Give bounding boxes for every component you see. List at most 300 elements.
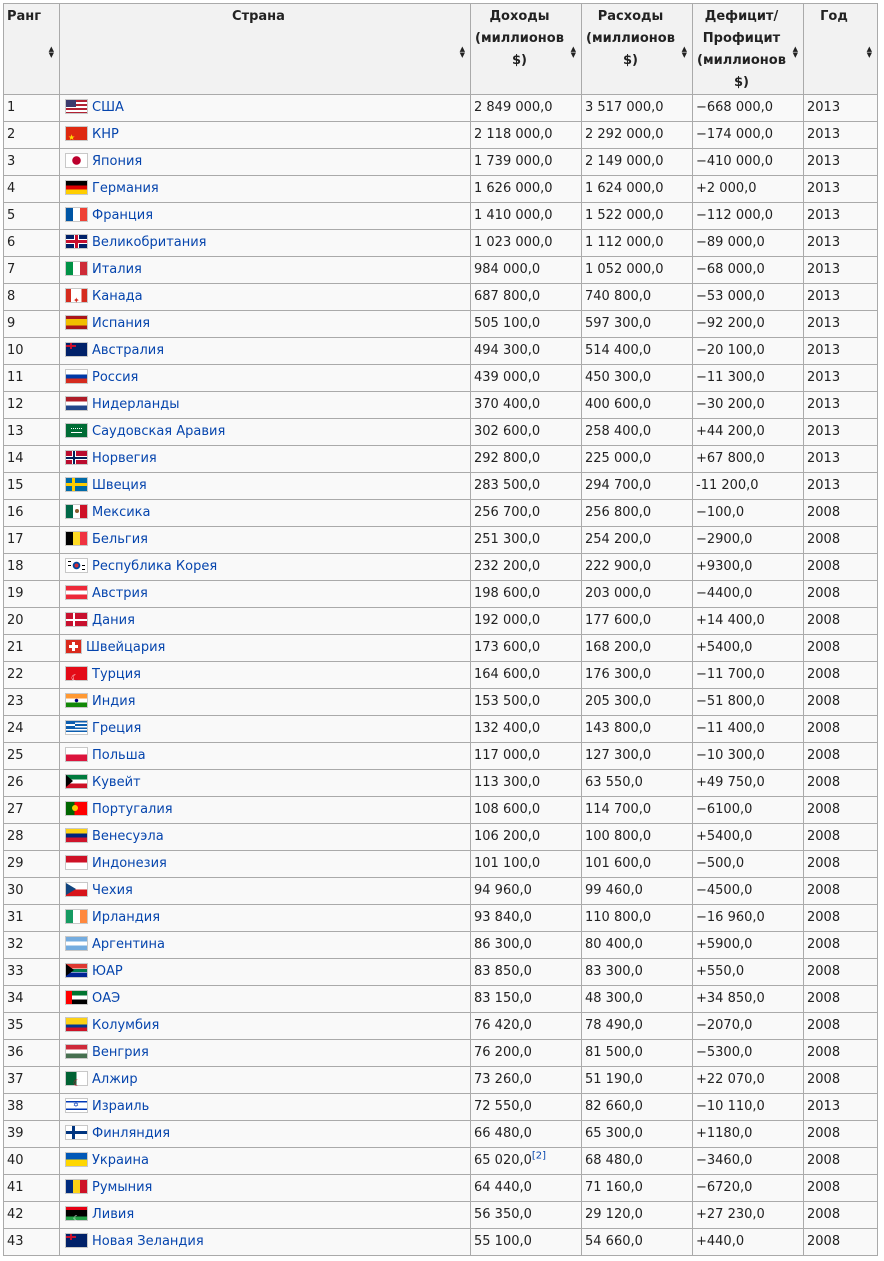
flag-icon — [65, 639, 82, 654]
country-link[interactable]: Саудовская Аравия — [92, 424, 226, 439]
table-row — [4, 311, 878, 338]
balance-cell: −174 000,0 — [693, 122, 804, 149]
flag-icon — [65, 936, 88, 951]
col-header-year[interactable]: Год ▲ ▼ — [804, 4, 878, 95]
income-cell: 65 020,0[2] — [471, 1148, 582, 1175]
year-cell: 2008 — [804, 932, 878, 959]
country-cell — [60, 473, 471, 500]
country-link[interactable]: Австралия — [92, 343, 165, 358]
country-link[interactable]: Ливия — [92, 1207, 135, 1222]
year-cell: 2008 — [804, 878, 878, 905]
year-cell: 2008 — [804, 716, 878, 743]
year-cell: 2008 — [804, 1067, 878, 1094]
country-cell — [60, 284, 471, 311]
country-link[interactable]: Швеция — [92, 478, 147, 493]
country-cell — [60, 581, 471, 608]
rank-cell: 1 — [4, 95, 60, 122]
year-cell: 2008 — [804, 527, 878, 554]
country-link[interactable]: Япония — [92, 154, 143, 169]
year-cell: 2008 — [804, 1013, 878, 1040]
flag-icon — [65, 963, 88, 978]
rank-cell: 7 — [4, 257, 60, 284]
col-header-balance[interactable]: Дефицит/ Профицит (миллионов $) ▲ ▼ — [693, 4, 804, 95]
expense-cell: 2 292 000,0 — [582, 122, 693, 149]
flag-icon — [65, 774, 88, 789]
country-cell — [60, 338, 471, 365]
rank-cell: 24 — [4, 716, 60, 743]
income-cell: 256 700,0 — [471, 500, 582, 527]
income-cell: 1 410 000,0 — [471, 203, 582, 230]
flag-icon — [65, 1044, 88, 1059]
country-cell — [60, 932, 471, 959]
country-cell — [60, 1013, 471, 1040]
country-link[interactable]: Венесуэла — [92, 829, 164, 844]
country-link[interactable]: Венгрия — [92, 1045, 149, 1060]
balance-cell: +67 800,0 — [693, 446, 804, 473]
country-link[interactable]: Великобритания — [92, 235, 207, 250]
expense-cell: 100 800,0 — [582, 824, 693, 851]
flag-icon — [65, 396, 88, 411]
table-row — [4, 932, 878, 959]
table-row — [4, 770, 878, 797]
rank-cell: 13 — [4, 419, 60, 446]
country-link[interactable]: Норвегия — [92, 451, 157, 466]
country-link[interactable]: Нидерланды — [92, 397, 180, 412]
income-cell: 251 300,0 — [471, 527, 582, 554]
expense-cell: 205 300,0 — [582, 689, 693, 716]
year-cell: 2008 — [804, 797, 878, 824]
expense-cell: 2 149 000,0 — [582, 149, 693, 176]
budget-table — [3, 3, 878, 1256]
income-cell: 117 000,0 — [471, 743, 582, 770]
country-cell — [60, 905, 471, 932]
income-cell: 687 800,0 — [471, 284, 582, 311]
expense-cell: 101 600,0 — [582, 851, 693, 878]
rank-cell: 40 — [4, 1148, 60, 1175]
rank-cell: 18 — [4, 554, 60, 581]
rank-cell: 31 — [4, 905, 60, 932]
income-cell: 106 200,0 — [471, 824, 582, 851]
expense-cell: 1 112 000,0 — [582, 230, 693, 257]
year-cell: 2008 — [804, 905, 878, 932]
table-row — [4, 230, 878, 257]
rank-cell: 32 — [4, 932, 60, 959]
table-row — [4, 1040, 878, 1067]
flag-icon — [65, 558, 88, 573]
income-cell: 132 400,0 — [471, 716, 582, 743]
balance-cell: −4400,0 — [693, 581, 804, 608]
flag-icon — [65, 747, 88, 762]
country-cell — [60, 1067, 471, 1094]
flag-icon — [65, 369, 88, 384]
year-cell: 2008 — [804, 581, 878, 608]
country-link[interactable]: Италия — [92, 262, 142, 277]
country-cell — [60, 419, 471, 446]
expense-cell: 450 300,0 — [582, 365, 693, 392]
expense-cell: 78 490,0 — [582, 1013, 693, 1040]
country-link[interactable]: Австрия — [92, 586, 148, 601]
income-cell: 2 118 000,0 — [471, 122, 582, 149]
income-cell: 232 200,0 — [471, 554, 582, 581]
flag-icon — [65, 207, 88, 222]
balance-cell: −410 000,0 — [693, 149, 804, 176]
country-cell — [60, 365, 471, 392]
year-cell: 2008 — [804, 986, 878, 1013]
country-cell — [60, 662, 471, 689]
balance-cell: +22 070,0 — [693, 1067, 804, 1094]
flag-icon — [65, 828, 88, 843]
year-cell: 2013 — [804, 365, 878, 392]
year-cell: 2008 — [804, 1121, 878, 1148]
table-row — [4, 176, 878, 203]
expense-cell: 143 800,0 — [582, 716, 693, 743]
table-row — [4, 149, 878, 176]
rank-cell: 12 — [4, 392, 60, 419]
balance-cell: −500,0 — [693, 851, 804, 878]
balance-cell: +14 400,0 — [693, 608, 804, 635]
income-cell: 192 000,0 — [471, 608, 582, 635]
table-row — [4, 95, 878, 122]
flag-icon — [65, 801, 88, 816]
sort-icon[interactable]: ▲ ▼ — [570, 45, 576, 59]
year-cell: 2008 — [804, 500, 878, 527]
rank-cell: 36 — [4, 1040, 60, 1067]
income-cell: 64 440,0 — [471, 1175, 582, 1202]
sort-icon[interactable]: ▲ ▼ — [459, 45, 465, 59]
country-link[interactable]: КНР — [92, 127, 119, 142]
balance-cell: −100,0 — [693, 500, 804, 527]
rank-cell: 2 — [4, 122, 60, 149]
country-cell — [60, 986, 471, 1013]
year-cell: 2008 — [804, 1148, 878, 1175]
income-cell: 505 100,0 — [471, 311, 582, 338]
rank-cell: 16 — [4, 500, 60, 527]
country-cell — [60, 824, 471, 851]
flag-icon — [65, 423, 88, 438]
year-cell: 2013 — [804, 338, 878, 365]
flag-icon — [65, 531, 88, 546]
table-row — [4, 689, 878, 716]
expense-cell: 99 460,0 — [582, 878, 693, 905]
year-cell: 2013 — [804, 419, 878, 446]
expense-cell: 83 300,0 — [582, 959, 693, 986]
country-link[interactable]: Финляндия — [92, 1126, 171, 1141]
rank-cell: 9 — [4, 311, 60, 338]
country-cell — [60, 122, 471, 149]
reference-link[interactable]: [2] — [531, 1150, 547, 1162]
balance-cell: −11 300,0 — [693, 365, 804, 392]
rank-cell: 19 — [4, 581, 60, 608]
sort-icon[interactable]: ▲ ▼ — [792, 45, 798, 59]
balance-cell: −51 800,0 — [693, 689, 804, 716]
expense-cell: 71 160,0 — [582, 1175, 693, 1202]
rank-cell: 4 — [4, 176, 60, 203]
income-cell: 984 000,0 — [471, 257, 582, 284]
expense-cell: 63 550,0 — [582, 770, 693, 797]
country-link[interactable]: Новая Зеландия — [92, 1234, 204, 1249]
country-link[interactable]: Колумбия — [92, 1018, 160, 1033]
rank-cell: 29 — [4, 851, 60, 878]
country-cell — [60, 716, 471, 743]
income-cell: 72 550,0 — [471, 1094, 582, 1121]
rank-cell: 41 — [4, 1175, 60, 1202]
income-cell: 86 300,0 — [471, 932, 582, 959]
balance-cell: −10 110,0 — [693, 1094, 804, 1121]
balance-cell: −16 960,0 — [693, 905, 804, 932]
country-cell — [60, 500, 471, 527]
country-cell — [60, 689, 471, 716]
country-cell — [60, 1229, 471, 1256]
income-cell: 283 500,0 — [471, 473, 582, 500]
col-header-income[interactable]: Доходы (миллионов $) ▲ ▼ — [471, 4, 582, 95]
expense-cell: 48 300,0 — [582, 986, 693, 1013]
year-cell: 2008 — [804, 1202, 878, 1229]
country-link[interactable]: Республика Корея — [92, 559, 218, 574]
year-cell: 2013 — [804, 176, 878, 203]
balance-cell: −10 300,0 — [693, 743, 804, 770]
income-cell: 101 100,0 — [471, 851, 582, 878]
rank-cell: 3 — [4, 149, 60, 176]
flag-icon — [65, 1098, 88, 1113]
year-cell: 2013 — [804, 95, 878, 122]
flag-icon — [65, 99, 88, 114]
income-cell: 494 300,0 — [471, 338, 582, 365]
flag-icon — [65, 315, 88, 330]
expense-cell: 1 052 000,0 — [582, 257, 693, 284]
sort-icon[interactable]: ▲ ▼ — [48, 45, 54, 59]
income-cell: 113 300,0 — [471, 770, 582, 797]
flag-icon — [65, 504, 88, 519]
year-cell: 2013 — [804, 230, 878, 257]
col-header-country[interactable]: Страна ▲ ▼ — [60, 4, 471, 95]
country-cell — [60, 1040, 471, 1067]
balance-cell: -11 200,0 — [693, 473, 804, 500]
balance-cell: +44 200,0 — [693, 419, 804, 446]
table-row — [4, 203, 878, 230]
country-cell — [60, 203, 471, 230]
country-link[interactable]: Испания — [92, 316, 151, 331]
year-cell: 2008 — [804, 770, 878, 797]
country-link[interactable]: Бельгия — [92, 532, 148, 547]
table-row — [4, 284, 878, 311]
flag-icon — [65, 882, 88, 897]
income-cell: 55 100,0 — [471, 1229, 582, 1256]
income-cell: 2 849 000,0 — [471, 95, 582, 122]
year-cell: 2008 — [804, 743, 878, 770]
rank-cell: 38 — [4, 1094, 60, 1121]
country-link[interactable]: Румыния — [92, 1180, 153, 1195]
table-row — [4, 338, 878, 365]
balance-cell: −53 000,0 — [693, 284, 804, 311]
flag-icon — [65, 1071, 88, 1086]
income-cell: 76 200,0 — [471, 1040, 582, 1067]
balance-cell: −92 200,0 — [693, 311, 804, 338]
expense-cell: 514 400,0 — [582, 338, 693, 365]
year-cell: 2013 — [804, 473, 878, 500]
country-link[interactable]: ЮАР — [92, 964, 123, 979]
balance-cell: −3460,0 — [693, 1148, 804, 1175]
income-cell: 73 260,0 — [471, 1067, 582, 1094]
flag-icon — [65, 1152, 88, 1167]
flag-icon — [65, 288, 88, 303]
expense-cell: 51 190,0 — [582, 1067, 693, 1094]
country-link[interactable]: Турция — [92, 667, 142, 682]
country-cell — [60, 608, 471, 635]
balance-cell: +2 000,0 — [693, 176, 804, 203]
col-header-rank[interactable]: Ранг ▲ ▼ — [4, 4, 60, 95]
country-cell — [60, 743, 471, 770]
country-cell — [60, 770, 471, 797]
table-row — [4, 608, 878, 635]
expense-cell: 176 300,0 — [582, 662, 693, 689]
country-cell — [60, 797, 471, 824]
expense-cell: 29 120,0 — [582, 1202, 693, 1229]
year-cell: 2013 — [804, 392, 878, 419]
table-row — [4, 662, 878, 689]
table-row — [4, 527, 878, 554]
income-cell: 292 800,0 — [471, 446, 582, 473]
country-link[interactable]: Индонезия — [92, 856, 167, 871]
flag-icon — [65, 693, 88, 708]
income-cell: 66 480,0 — [471, 1121, 582, 1148]
expense-cell: 294 700,0 — [582, 473, 693, 500]
table-row — [4, 851, 878, 878]
year-cell: 2008 — [804, 662, 878, 689]
income-cell: 93 840,0 — [471, 905, 582, 932]
table-row — [4, 797, 878, 824]
rank-cell: 27 — [4, 797, 60, 824]
flag-icon — [65, 1206, 88, 1221]
year-cell: 2008 — [804, 689, 878, 716]
rank-cell: 34 — [4, 986, 60, 1013]
expense-cell: 740 800,0 — [582, 284, 693, 311]
income-cell: 56 350,0 — [471, 1202, 582, 1229]
country-link[interactable]: Швейцария — [86, 640, 166, 655]
country-cell — [60, 392, 471, 419]
country-link[interactable]: Россия — [92, 370, 139, 385]
country-link[interactable]: Аргентина — [92, 937, 165, 952]
year-cell: 2008 — [804, 635, 878, 662]
country-link[interactable]: Германия — [92, 181, 159, 196]
country-link[interactable]: ОАЭ — [92, 991, 121, 1006]
flag-icon — [65, 180, 88, 195]
rank-cell: 39 — [4, 1121, 60, 1148]
country-link[interactable]: Ирландия — [92, 910, 161, 925]
table-row — [4, 1067, 878, 1094]
rank-cell: 25 — [4, 743, 60, 770]
income-cell: 76 420,0 — [471, 1013, 582, 1040]
sort-icon[interactable]: ▲ ▼ — [866, 45, 872, 59]
country-link[interactable]: Израиль — [92, 1099, 150, 1114]
flag-icon — [65, 153, 88, 168]
expense-cell: 110 800,0 — [582, 905, 693, 932]
country-link[interactable]: США — [92, 100, 124, 115]
col-header-expense[interactable]: Расходы (миллионов $) ▲ ▼ — [582, 4, 693, 95]
country-link[interactable]: Индия — [92, 694, 136, 709]
country-link[interactable]: Алжир — [92, 1072, 138, 1087]
flag-icon — [65, 1125, 88, 1140]
table-row — [4, 392, 878, 419]
rank-cell: 15 — [4, 473, 60, 500]
rank-cell: 23 — [4, 689, 60, 716]
flag-icon — [65, 612, 88, 627]
year-cell: 2008 — [804, 824, 878, 851]
flag-icon — [65, 450, 88, 465]
income-cell: 439 000,0 — [471, 365, 582, 392]
year-cell: 2013 — [804, 1094, 878, 1121]
income-cell: 108 600,0 — [471, 797, 582, 824]
country-link[interactable]: Кувейт — [92, 775, 141, 790]
expense-cell: 1 522 000,0 — [582, 203, 693, 230]
flag-icon — [65, 909, 88, 924]
country-cell — [60, 1148, 471, 1175]
table-row — [4, 716, 878, 743]
balance-cell: +550,0 — [693, 959, 804, 986]
year-cell: 2008 — [804, 1040, 878, 1067]
expense-cell: 400 600,0 — [582, 392, 693, 419]
income-cell: 198 600,0 — [471, 581, 582, 608]
country-link[interactable]: Греция — [92, 721, 142, 736]
sort-icon[interactable]: ▲ ▼ — [681, 45, 687, 59]
balance-cell: −4500,0 — [693, 878, 804, 905]
expense-cell: 225 000,0 — [582, 446, 693, 473]
income-cell: 94 960,0 — [471, 878, 582, 905]
expense-cell: 177 600,0 — [582, 608, 693, 635]
table-row — [4, 257, 878, 284]
rank-cell: 26 — [4, 770, 60, 797]
expense-cell: 3 517 000,0 — [582, 95, 693, 122]
table-row — [4, 554, 878, 581]
year-cell: 2008 — [804, 959, 878, 986]
year-cell: 2013 — [804, 149, 878, 176]
flag-icon — [65, 720, 88, 735]
table-row — [4, 1175, 878, 1202]
country-link[interactable]: Украина — [92, 1153, 149, 1168]
flag-icon — [65, 1233, 88, 1248]
rank-cell: 20 — [4, 608, 60, 635]
table-row — [4, 122, 878, 149]
country-cell — [60, 95, 471, 122]
country-link[interactable]: Дания — [92, 613, 135, 628]
table-row — [4, 1094, 878, 1121]
income-cell: 1 023 000,0 — [471, 230, 582, 257]
country-link[interactable]: Франция — [92, 208, 154, 223]
country-cell — [60, 1175, 471, 1202]
country-cell — [60, 1202, 471, 1229]
year-cell: 2008 — [804, 851, 878, 878]
flag-icon — [65, 990, 88, 1005]
balance-cell: +5400,0 — [693, 635, 804, 662]
rank-cell: 35 — [4, 1013, 60, 1040]
year-cell: 2008 — [804, 554, 878, 581]
country-link[interactable]: Канада — [92, 289, 143, 304]
country-link[interactable]: Мексика — [92, 505, 151, 520]
country-cell — [60, 149, 471, 176]
country-cell — [60, 311, 471, 338]
country-link[interactable]: Чехия — [92, 883, 133, 898]
income-cell: 1 626 000,0 — [471, 176, 582, 203]
table-row — [4, 1229, 878, 1256]
rank-cell: 11 — [4, 365, 60, 392]
flag-icon — [65, 1179, 88, 1194]
table-row — [4, 986, 878, 1013]
balance-cell: +49 750,0 — [693, 770, 804, 797]
table-row — [4, 473, 878, 500]
country-link[interactable]: Португалия — [92, 802, 173, 817]
rank-cell: 33 — [4, 959, 60, 986]
expense-cell: 80 400,0 — [582, 932, 693, 959]
country-link[interactable]: Польша — [92, 748, 146, 763]
